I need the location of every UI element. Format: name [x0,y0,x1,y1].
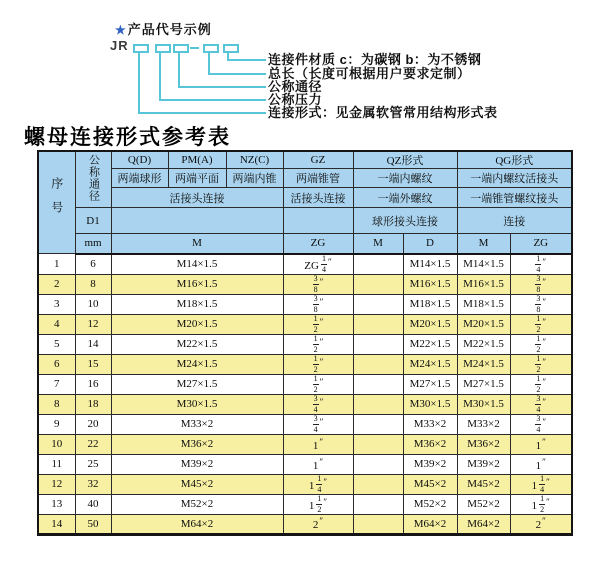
cell-qz-d: M22×1.5 [403,334,457,354]
cell-serial: 5 [38,334,75,354]
col-header-form-nzc: NZ(C) [226,151,283,169]
code-box [155,44,171,53]
diagram-heading [115,19,212,38]
cell-m-thread: M24×1.5 [111,354,283,374]
code-box [133,44,149,53]
col-header-form-qd: Q(D) [111,151,168,169]
nut-connection-reference-table [37,150,573,536]
cell-m-thread: M27×1.5 [111,374,283,394]
cell-qz-m [353,454,403,474]
cell-qz-d: M52×2 [403,494,457,514]
cell-nominal-diameter: 15 [75,354,111,374]
end-type-qd: 两端球形 [111,169,168,188]
cell-m-thread: M33×2 [111,414,283,434]
code-prefix: JR [110,38,129,53]
connector-line [178,53,180,87]
cell-serial: 9 [38,414,75,434]
cell-qg-zg: $\frac{3}{4}$ ″ [510,414,572,434]
cell-gz-thread: $\frac{3}{4}$ ″ [283,394,353,414]
col-header-d1: D1 [75,208,111,234]
cell-qg-m: M24×1.5 [457,354,510,374]
cell-gz-thread: 1″ [283,434,353,454]
cell-qg-zg: 1 $\frac{1}{4}$ ″ [510,474,572,494]
col-header-form-pma: PM(A) [168,151,226,169]
cell-qz-d: M20×1.5 [403,314,457,334]
cell-qz-d: M24×1.5 [403,354,457,374]
cell-qg-zg: 2″ [510,514,572,534]
col-header-form-qg: QG形式 [457,151,572,169]
cell-qz-m [353,414,403,434]
diagram-label-diameter: 公称通径 [268,79,323,94]
col-header-unit: mm [75,234,111,254]
connector-line [138,112,266,114]
cell-serial: 1 [38,254,75,275]
cell-serial: 6 [38,354,75,374]
cell-gz-thread: $\frac{1}{2}$ ″ [283,334,353,354]
diagram-heading-text: 产品代号示例 [127,22,212,37]
connection-taper-thread: 一端锥管螺纹接头 [457,188,572,208]
connector-line [138,53,140,113]
cell-qz-m [353,254,403,275]
connection-union-gz: 活接头连接 [283,188,353,208]
cell-qz-m [353,294,403,314]
code-dash [190,47,199,49]
thread-col-zg: ZG [283,234,353,254]
table-row [38,474,572,494]
cell-qz-d: M30×1.5 [403,394,457,414]
cell-qg-m: M20×1.5 [457,314,510,334]
end-type-qg: 一端内螺纹活接头 [457,169,572,188]
cell-nominal-diameter: 25 [75,454,111,474]
col-header-form-gz: GZ [283,151,353,169]
cell-m-thread: M20×1.5 [111,314,283,334]
col-header-form-qz: QZ形式 [353,151,457,169]
cell-gz-thread: 1 $\frac{1}{4}$ ″ [283,474,353,494]
thread-col-qg-m: M [457,234,510,254]
end-type-nzc: 两端内锥 [226,169,283,188]
col-header-serial: 序号 [38,151,75,254]
cell-qg-zg: $\frac{1}{2}$ ″ [510,354,572,374]
cell-qg-zg: $\frac{1}{2}$ ″ [510,334,572,354]
cell-qz-m [353,314,403,334]
star-icon: ★ [115,23,127,37]
cell-nominal-diameter: 12 [75,314,111,334]
table-row [38,274,572,294]
cell-qg-zg: 1 $\frac{1}{2}$ ″ [510,494,572,514]
table-row [38,394,572,414]
table-row [38,334,572,354]
cell-qz-d: M16×1.5 [403,274,457,294]
sub-connection-ball-joint: 球形接头连接 [353,208,457,234]
cell-m-thread: M16×1.5 [111,274,283,294]
cell-serial: 14 [38,514,75,534]
cell-qz-d: M14×1.5 [403,254,457,275]
cell-m-thread: M36×2 [111,434,283,454]
thread-col-qg-zg: ZG [510,234,572,254]
cell-nominal-diameter: 8 [75,274,111,294]
cell-qg-m: M27×1.5 [457,374,510,394]
cell-nominal-diameter: 10 [75,294,111,314]
cell-serial: 2 [38,274,75,294]
cell-qz-m [353,434,403,454]
table-row [38,374,572,394]
cell-nominal-diameter: 32 [75,474,111,494]
cell-qg-m: M16×1.5 [457,274,510,294]
end-type-qz: 一端内螺纹 [353,169,457,188]
table-row [38,294,572,314]
cell-nominal-diameter: 50 [75,514,111,534]
cell-qg-zg: 1″ [510,454,572,474]
cell-qz-d: M39×2 [403,454,457,474]
cell-gz-thread: $\frac{1}{2}$ ″ [283,374,353,394]
cell-qg-zg: 1″ [510,434,572,454]
cell-qg-m: M33×2 [457,414,510,434]
table-title: 螺母连接形式参考表 [24,124,231,149]
cell-nominal-diameter: 14 [75,334,111,354]
table-body [38,254,572,535]
cell-m-thread: M18×1.5 [111,294,283,314]
cell-nominal-diameter: 6 [75,254,111,275]
cell-qg-m: M64×2 [457,514,510,534]
cell-nominal-diameter: 40 [75,494,111,514]
end-type-gz: 两端锥管 [283,169,353,188]
cell-qg-zg: $\frac{1}{4}$ ″ [510,254,572,275]
cell-qz-m [353,374,403,394]
cell-m-thread: M52×2 [111,494,283,514]
cell-gz-thread: $\frac{3}{8}$ ″ [283,274,353,294]
thread-col-m: M [111,234,283,254]
cell-qg-m: M52×2 [457,494,510,514]
cell-gz-thread: 1″ [283,454,353,474]
cell-qz-d: M36×2 [403,434,457,454]
cell-qz-m [353,514,403,534]
cell-m-thread: M45×2 [111,474,283,494]
table-row [38,494,572,514]
cell-qg-zg: $\frac{1}{2}$ ″ [510,374,572,394]
cell-qg-zg: $\frac{3}{8}$ ″ [510,274,572,294]
connector-line [208,73,266,75]
code-box [203,44,219,53]
end-type-pma: 两端平面 [168,169,226,188]
table-row [38,354,572,374]
cell-m-thread: M64×2 [111,514,283,534]
cell-qz-m [353,354,403,374]
cell-qz-d: M33×2 [403,414,457,434]
cell-nominal-diameter: 18 [75,394,111,414]
diagram-label-length: 总长（长度可根据用户要求定制） [268,66,471,81]
connector-line [159,99,266,101]
cell-serial: 4 [38,314,75,334]
connector-line [159,53,161,100]
cell-qg-m: M14×1.5 [457,254,510,275]
cell-gz-thread: ZG $\frac{1}{4}$ ″ [283,254,353,275]
cell-nominal-diameter: 20 [75,414,111,434]
diagram-label-connection: 连接形式：见金属软管常用结构形式表 [268,105,498,120]
connector-line [227,59,266,61]
sub-connection-connect: 连接 [457,208,572,234]
table-row [38,314,572,334]
col-header-nominal-diameter: 公称通径 [75,151,111,208]
cell-gz-thread: $\frac{3}{4}$ ″ [283,414,353,434]
connector-line [208,53,210,74]
cell-qg-m: M36×2 [457,434,510,454]
cell-serial: 8 [38,394,75,414]
cell-qg-zg: $\frac{3}{8}$ ″ [510,294,572,314]
cell-qg-zg: $\frac{1}{2}$ ″ [510,314,572,334]
cell-qz-d: M64×2 [403,514,457,534]
cell-serial: 12 [38,474,75,494]
diagram-label-pressure: 公称压力 [268,92,323,107]
table-row [38,514,572,534]
cell-qz-m [353,394,403,414]
cell-serial: 7 [38,374,75,394]
cell-qg-zg: $\frac{3}{4}$ ″ [510,394,572,414]
code-box [173,44,189,53]
cell-qz-m [353,494,403,514]
table-row [38,414,572,434]
cell-qz-m [353,474,403,494]
cell-m-thread: M14×1.5 [111,254,283,275]
cell-serial: 3 [38,294,75,314]
cell-serial: 10 [38,434,75,454]
cell-qz-d: M18×1.5 [403,294,457,314]
cell-nominal-diameter: 16 [75,374,111,394]
cell-m-thread: M30×1.5 [111,394,283,414]
cell-qz-d: M45×2 [403,474,457,494]
connector-line [178,86,266,88]
table-row [38,434,572,454]
empty-cell [111,208,283,234]
cell-qz-m [353,274,403,294]
cell-gz-thread: $\frac{1}{2}$ ″ [283,354,353,374]
connection-external-thread: 一端外螺纹 [353,188,457,208]
table-row [38,254,572,275]
cell-gz-thread: 1 $\frac{1}{2}$ ″ [283,494,353,514]
table-row [38,454,572,474]
cell-qg-m: M30×1.5 [457,394,510,414]
cell-m-thread: M22×1.5 [111,334,283,354]
cell-gz-thread: $\frac{1}{2}$ ″ [283,314,353,334]
cell-nominal-diameter: 22 [75,434,111,454]
cell-m-thread: M39×2 [111,454,283,474]
diagram-label-material: 连接件材质 c：为碳钢 b：为不锈钢 [268,52,482,67]
cell-qg-m: M45×2 [457,474,510,494]
empty-cell [283,208,353,234]
cell-serial: 13 [38,494,75,514]
cell-gz-thread: 2″ [283,514,353,534]
cell-qg-m: M39×2 [457,454,510,474]
thread-col-qz-m: M [353,234,403,254]
cell-qz-d: M27×1.5 [403,374,457,394]
thread-col-qz-d: D [403,234,457,254]
cell-serial: 11 [38,454,75,474]
cell-qz-m [353,334,403,354]
code-box [223,44,239,53]
cell-qg-m: M22×1.5 [457,334,510,354]
cell-qg-m: M18×1.5 [457,294,510,314]
connection-union-left: 活接头连接 [111,188,283,208]
cell-gz-thread: $\frac{3}{8}$ ″ [283,294,353,314]
